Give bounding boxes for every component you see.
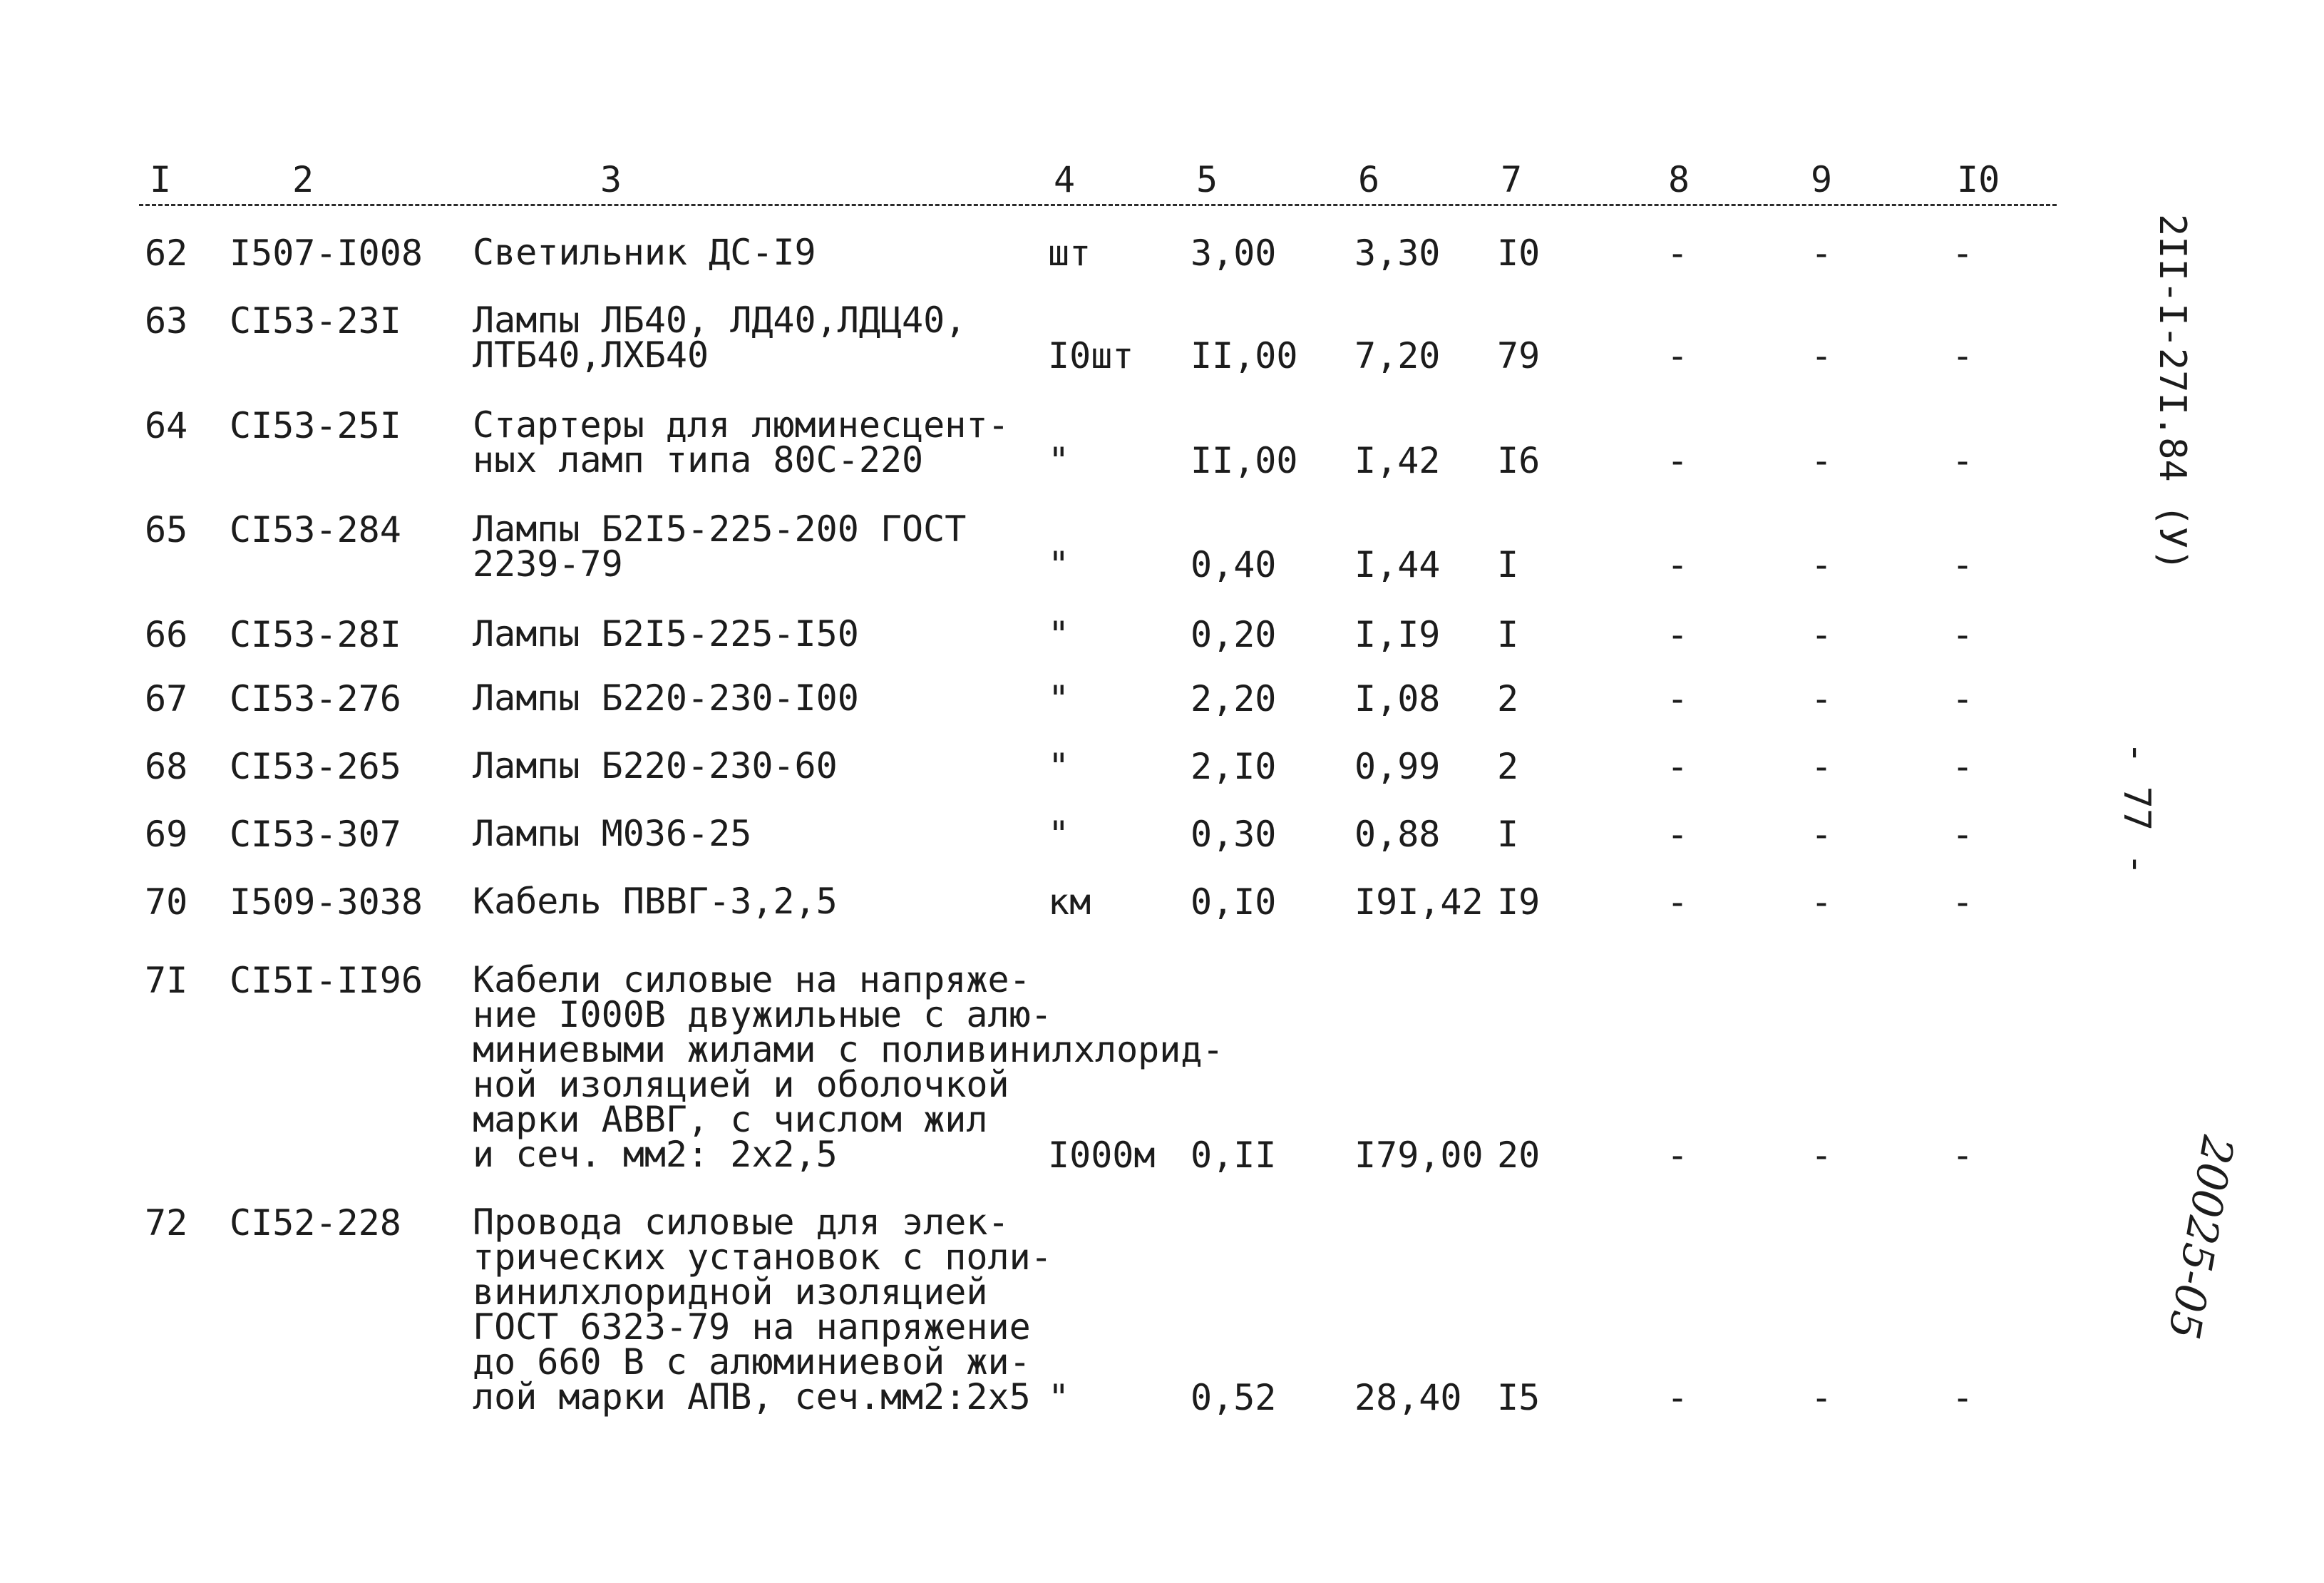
value-col9: -	[1811, 678, 1833, 719]
column-header-7: 7	[1501, 159, 1523, 200]
row-number: 67	[145, 678, 188, 719]
value-col10: -	[1952, 232, 1974, 274]
value-col7: I9	[1497, 881, 1541, 923]
description-line: Кабели силовые на напряже-	[473, 959, 1031, 1000]
unit: "	[1048, 440, 1070, 481]
column-header-10: I0	[1957, 159, 2000, 200]
value-col7: I0	[1497, 232, 1541, 274]
price-code: CI52-228	[230, 1202, 401, 1244]
value-col7: I	[1497, 544, 1519, 585]
value-col9: -	[1811, 440, 1833, 481]
item-description	[473, 508, 967, 585]
value-col9: -	[1811, 814, 1833, 855]
value-col8: -	[1667, 614, 1689, 655]
value-col9: -	[1811, 1134, 1833, 1176]
value-col7: 2	[1497, 746, 1519, 787]
value-col7: I	[1497, 814, 1519, 855]
description-line: Лампы Б2I5-225-I50	[473, 613, 859, 655]
value-col10: -	[1952, 440, 1974, 481]
item-description	[473, 1202, 1052, 1418]
unit: "	[1048, 544, 1070, 585]
description-line: винилхлоридной изоляцией	[473, 1271, 988, 1313]
value-col7: 79	[1497, 335, 1541, 376]
price-code: CI53-23I	[230, 300, 401, 342]
value-col10: -	[1952, 678, 1974, 719]
description-line: Светильник ДС-I9	[473, 232, 816, 273]
column-header-8: 8	[1668, 159, 1690, 200]
unit: "	[1048, 746, 1070, 787]
value-col5: II,00	[1191, 335, 1298, 376]
price-code: CI53-307	[230, 814, 401, 855]
column-header-1: I	[150, 159, 172, 200]
value-col8: -	[1667, 881, 1689, 923]
value-col7: 2	[1497, 678, 1519, 719]
description-line: ГОСТ 6323-79 на напряжение	[473, 1306, 1031, 1348]
value-col10: -	[1952, 544, 1974, 585]
value-col7: 20	[1497, 1134, 1541, 1176]
value-col5: II,00	[1191, 440, 1298, 481]
value-col9: -	[1811, 1377, 1833, 1418]
description-line: Лампы Б2I5-225-200 ГОСТ	[473, 508, 967, 550]
unit: шт	[1048, 232, 1091, 274]
value-col5: 0,II	[1191, 1134, 1277, 1176]
value-col9: -	[1811, 232, 1833, 274]
value-col5: 0,52	[1191, 1377, 1277, 1418]
price-code: CI53-25I	[230, 405, 401, 446]
value-col6: 0,99	[1354, 746, 1441, 787]
description-line: Кабель ПВВГ-3,2,5	[473, 881, 838, 922]
row-number: 64	[145, 405, 188, 446]
item-description	[473, 404, 1009, 481]
document-code-stamp: 2II-I-27I.84 (У)	[2151, 214, 2194, 571]
value-col9: -	[1811, 881, 1833, 923]
value-col8: -	[1667, 746, 1689, 787]
unit: I0шт	[1048, 335, 1134, 376]
row-number: 72	[145, 1202, 188, 1244]
value-col10: -	[1952, 814, 1974, 855]
description-line: ЛТБ40,ЛХБ40	[473, 334, 709, 376]
value-col6: I,08	[1354, 678, 1441, 719]
value-col8: -	[1667, 814, 1689, 855]
value-col9: -	[1811, 614, 1833, 655]
column-header-4: 4	[1054, 159, 1076, 200]
value-col8: -	[1667, 440, 1689, 481]
unit: I000м	[1048, 1134, 1156, 1176]
unit: "	[1048, 614, 1070, 655]
column-header-3: 3	[600, 159, 622, 200]
description-line: ние I000В двужильные с алю-	[473, 994, 1052, 1035]
description-line: Лампы Б220-230-60	[473, 745, 838, 787]
value-col9: -	[1811, 544, 1833, 585]
page-number: - 77 -	[2115, 742, 2158, 876]
description-line: Лампы М036-25	[473, 813, 752, 854]
column-header-5: 5	[1196, 159, 1218, 200]
price-code: CI53-28I	[230, 614, 401, 655]
row-number: 65	[145, 509, 188, 550]
value-col10: -	[1952, 746, 1974, 787]
description-line: и сеч. мм2: 2х2,5	[473, 1134, 838, 1175]
price-code: CI53-284	[230, 509, 401, 550]
price-code: I507-I008	[230, 232, 423, 274]
value-col7: I5	[1497, 1377, 1541, 1418]
unit: км	[1048, 881, 1091, 923]
value-col6: 7,20	[1354, 335, 1441, 376]
header-divider	[139, 204, 2057, 206]
column-header-9: 9	[1811, 159, 1833, 200]
value-col8: -	[1667, 544, 1689, 585]
description-line: миниевыми жилами с поливинилхлорид-	[473, 1029, 1224, 1070]
value-col6: I,44	[1354, 544, 1441, 585]
price-code: CI5I-II96	[230, 960, 423, 1001]
value-col6: I,I9	[1354, 614, 1441, 655]
row-number: 70	[145, 881, 188, 923]
unit: "	[1048, 1377, 1070, 1418]
value-col5: 0,40	[1191, 544, 1277, 585]
column-header-2: 2	[292, 159, 314, 200]
value-col8: -	[1667, 1377, 1689, 1418]
price-code: I509-3038	[230, 881, 423, 923]
description-line: лой марки АПВ, сеч.мм2:2х5	[473, 1376, 1031, 1418]
description-line: Лампы ЛБ40, ЛД40,ЛДЦ40,	[473, 299, 967, 341]
value-col5: 2,20	[1191, 678, 1277, 719]
value-col8: -	[1667, 1134, 1689, 1176]
value-col6: 3,30	[1354, 232, 1441, 274]
item-description	[473, 677, 859, 719]
description-line: Стартеры для люминесцент-	[473, 404, 1009, 446]
value-col7: I	[1497, 614, 1519, 655]
row-number: 66	[145, 614, 188, 655]
unit: "	[1048, 678, 1070, 719]
row-number: 7I	[145, 960, 188, 1001]
item-description	[473, 813, 752, 854]
item-description	[473, 745, 838, 787]
value-col5: 2,I0	[1191, 746, 1277, 787]
description-line: Провода силовые для элек-	[473, 1202, 1009, 1243]
value-col8: -	[1667, 335, 1689, 376]
value-col9: -	[1811, 335, 1833, 376]
row-number: 69	[145, 814, 188, 855]
value-col5: 0,I0	[1191, 881, 1277, 923]
price-code: CI53-265	[230, 746, 401, 787]
value-col10: -	[1952, 881, 1974, 923]
description-line: до 660 В с алюминиевой жи-	[473, 1341, 1031, 1383]
value-col7: I6	[1497, 440, 1541, 481]
description-line: марки АВВГ, с числом жил	[473, 1099, 988, 1140]
item-description	[473, 613, 859, 655]
value-col5: 0,30	[1191, 814, 1277, 855]
value-col10: -	[1952, 335, 1974, 376]
inventory-number-handwritten: 20025-05	[2158, 1132, 2243, 1343]
price-code: CI53-276	[230, 678, 401, 719]
item-description	[473, 232, 816, 273]
value-col5: 3,00	[1191, 232, 1277, 274]
value-col6: 0,88	[1354, 814, 1441, 855]
description-line: ной изоляцией и оболочкой	[473, 1064, 1009, 1105]
column-header-6: 6	[1358, 159, 1380, 200]
description-line: трических установок с поли-	[473, 1236, 1052, 1278]
item-description	[473, 881, 838, 922]
row-number: 63	[145, 300, 188, 342]
value-col10: -	[1952, 614, 1974, 655]
value-col9: -	[1811, 746, 1833, 787]
value-col6: I79,00	[1354, 1134, 1484, 1176]
value-col6: 28,40	[1354, 1377, 1462, 1418]
value-col10: -	[1952, 1377, 1974, 1418]
value-col10: -	[1952, 1134, 1974, 1176]
description-line: ных ламп типа 80С-220	[473, 439, 924, 481]
item-description	[473, 299, 967, 376]
value-col8: -	[1667, 678, 1689, 719]
row-number: 62	[145, 232, 188, 274]
value-col6: I,42	[1354, 440, 1441, 481]
row-number: 68	[145, 746, 188, 787]
description-line: 2239-79	[473, 543, 623, 585]
value-col5: 0,20	[1191, 614, 1277, 655]
value-col8: -	[1667, 232, 1689, 274]
value-col6: I9I,42	[1354, 881, 1484, 923]
unit: "	[1048, 814, 1070, 855]
description-line: Лампы Б220-230-I00	[473, 677, 859, 719]
